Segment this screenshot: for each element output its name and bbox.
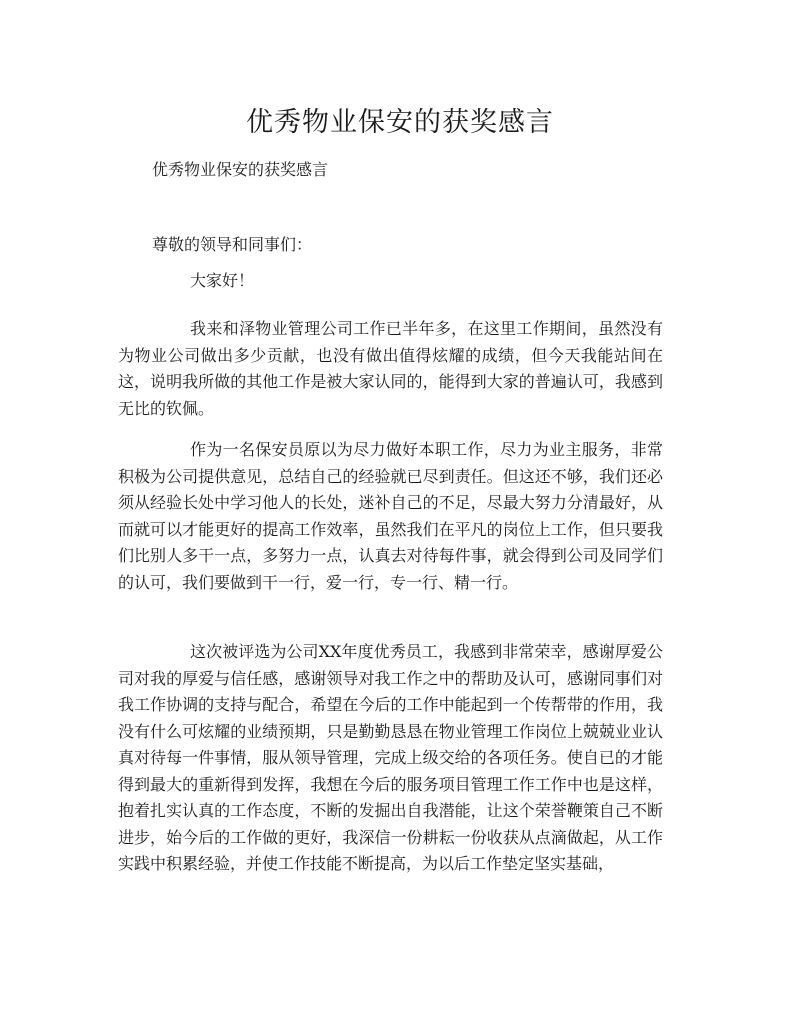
paragraph-3: 这次被评选为公司XX年度优秀员工，我感到非常荣幸，感谢厚爱公司对我的厚爱与信任感，感谢领导对我工作之中的帮助及认可，感谢同事们对我工作协调的支持与配合，希望在今后的工作中能起到一个传帮带的作用，我没有什么可炫耀的业绩预期，只是勤勤恳恳在物业管理工作岗位上兢兢业业认真对待每一件事情，服从领导管理，完成上级交给的各项任务。使自已的才能得到最大的重新得到发挥，我想在今后的服务项目管理工作工作中也是这样，抱着扎实认真的工作态度，不断的发掘出自我潜能，让这个荣誉鞭策自己不断进步，始今后的工作做的更好，我深信一份耕耘一份收获从点滴做起，从工作实践中积累经验，并使工作技能不断提高，为以后工作垫定坚实基础， <box>118 642 663 873</box>
greeting: 大家好！ <box>190 271 255 290</box>
document-subtitle: 优秀物业保安的获奖感言 <box>152 160 329 179</box>
paragraph-2: 作为一名保安员原以为尽力做好本职工作，尽力为业主服务，非常积极为公司提供意见，总结自己的经验就已尽到责任。但这还不够，我们还必须从经验长处中学习他人的长处，迷补自己的不足，尽最大努力分清最好，从而就可以才能更好的提高工作效率，虽然我们在平凡的岗位上工作，但只要我们比别人多干一点，多努力一点，认真去对待每件事，就会得到公司及同学们的认可，我们要做到干一行，爱一行，专一行、精一行。 <box>118 440 663 592</box>
document-title: 优秀物业保安的获奖感言 <box>246 107 554 138</box>
salutation: 尊敬的领导和同事们： <box>152 235 313 254</box>
paragraph-1: 我来和泽物业管理公司工作已半年多，在这里工作期间，虽然没有为物业公司做出多少贡献，也没有做出值得炫耀的成绩，但今天我能站间在这，说明我所做的其他工作是被大家认同的，能得到大家的普遍认可，我感到无比的钦佩。 <box>118 319 663 418</box>
